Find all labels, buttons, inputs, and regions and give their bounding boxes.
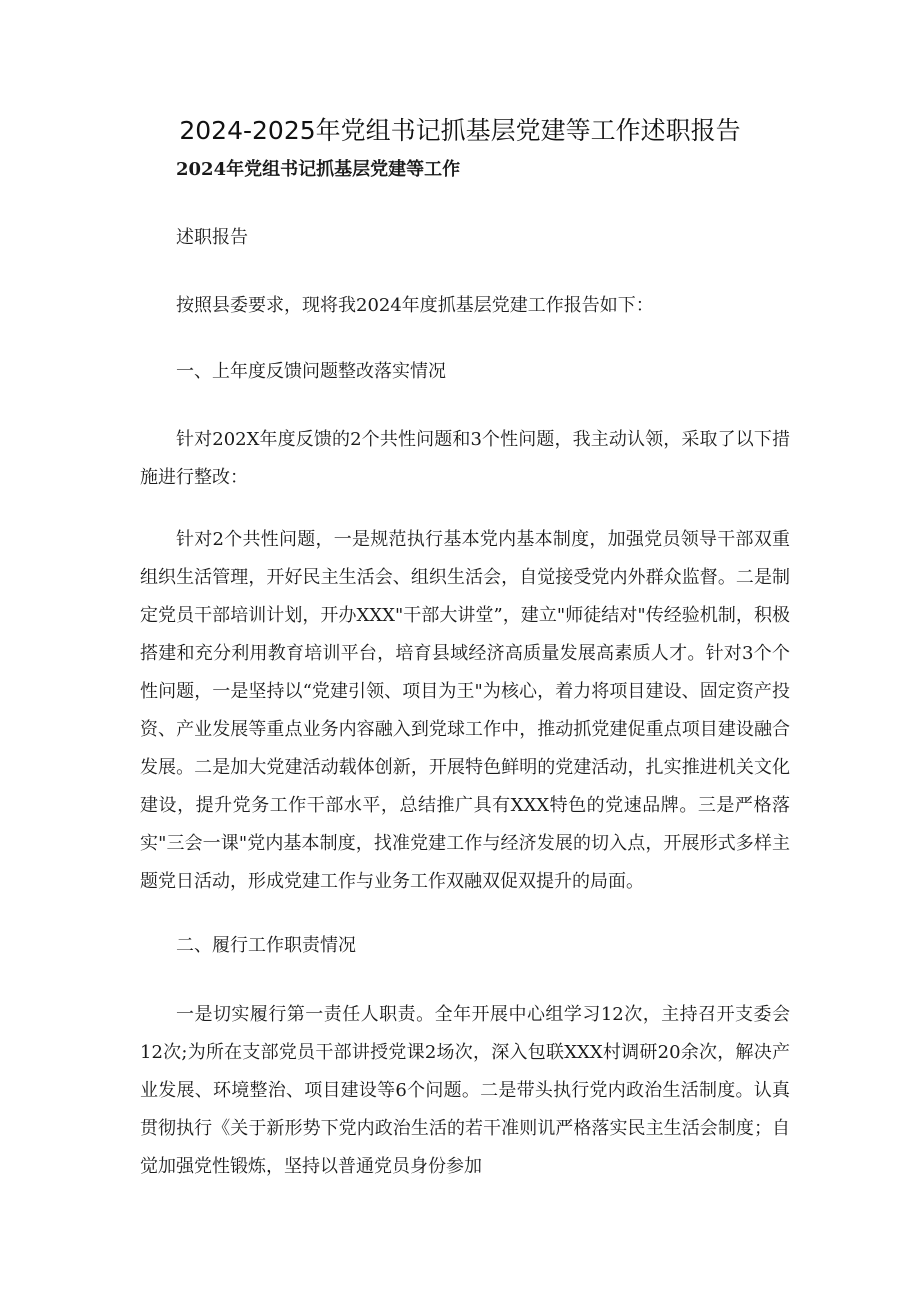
section-heading-2: 二、履行工作职责情况 <box>176 935 356 956</box>
paragraph-rectification-measures: 针对2个共性问题，一是规范执行基本党内基本制度，加强党员领导干部双重组织生活管理，开好民主生活会、组织生活会，自觉接受党内外群众监督。二是制定党员干部培训计划，开办XXX"干部大讲堂”，建立"师徒结对"传经验机制，积极搭建和充分利用教育培训平台，培育县域经济高质量发展高素质人才。针对3个个性问题，一是坚持以“党建引领、项目为王"为核心，着力将项目建设、固定资产投资、产业发展等重点业务内容融入到党球工作中，推动抓党建促重点项目建设融合发展。二是加大党建活动载体创新，开展特色鲜明的党建活动，扎实推进机关文化建设，提升党务工作干部水平，总结推广具有XXX特色的党速品牌。三是严格落实"三会一课"党内基本制度，找准党建工作与经济发展的切入点，开展形式多样主题党日活动，形成党建工作与业务工作双融双促双提升的局面。 <box>140 529 790 892</box>
document-title: 2024-2025年党组书记抓基层党建等工作述职报告 <box>179 116 741 145</box>
paragraph-feedback-intro: 针对202X年度反馈的2个共性问题和3个性问题，我主动认领，采取了以下措施进行整改： <box>140 429 790 488</box>
section-heading-1: 一、上年度反馈问题整改落实情况 <box>176 361 446 382</box>
document-subtitle-continued: 述职报告 <box>176 227 248 248</box>
document-subtitle: 2024年党组书记抓基层党建等工作 <box>176 159 461 180</box>
intro-paragraph: 按照县委要求，现将我2024年度抓基层党建工作报告如下： <box>176 295 654 316</box>
paragraph-duties: 一是切实履行第一责任人职责。全年开展中心组学习12次，主持召开支委会12次;为所在支部党员干部讲授党课2场次，深入包联XXX村调研20余次，解决产业发展、环境整治、项目建设等6个问题。二是带头执行党内政治生活制度。认真贯彻执行《关于新形势下党内政治生活的若干准则讥严格落实民主生活会制度；自觉加强党性锻炼，坚持以普通党员身份参加 <box>140 1004 790 1177</box>
